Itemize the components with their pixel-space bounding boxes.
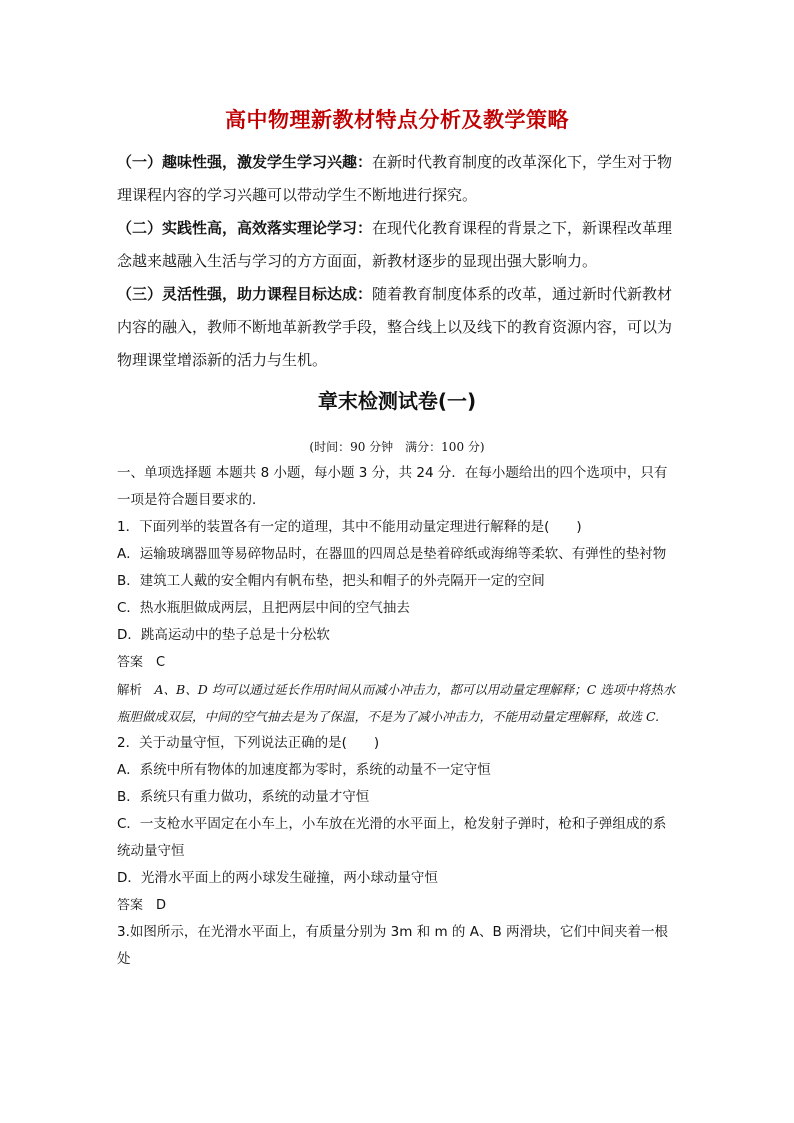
q1-answer: 答案 C (117, 655, 166, 670)
q3-stem: 3.如图所示，在光滑水平面上，有质量分别为 3m 和 m 的 A、B 两滑块，它们中间夹着一根处 (117, 924, 669, 967)
q2-option-b: B．系统只有重力做功，系统的动量才守恒 (117, 789, 370, 805)
q1-option-b: B．建筑工人戴的安全帽内有帆布垫，把头和帽子的外壳隔开一定的空间 (117, 573, 545, 589)
q2-stem: 2．关于动量守恒，下列说法正确的是( ) (117, 735, 380, 751)
intro-lead-2: （二）实践性高，高效落实理论学习： (117, 219, 373, 237)
intro-paragraph-2 (117, 212, 679, 278)
q1-explanation (117, 676, 679, 730)
intro-text-3: 随着教育制度体系的改革，通过新时代新教材内容的融入，教师不断地革新教学手段，整合线上以及线下的教育资源内容，可以为物理课堂增添新的活力与生机。 (117, 285, 673, 369)
q2-option-c: C．一支枪水平固定在小车上，小车放在光滑的水平面上，枪发射子弹时，枪和子弹组成的系统动量守恒 (117, 816, 667, 859)
intro-lead-1: （一）趣味性强，激发学生学习兴趣： (117, 153, 373, 171)
q1-explanation-text: A、B、D 均可以通过延长作用时间从而减小冲击力，都可以用动量定理解释；C 选项中将热水瓶胆做成双层，中间的空气抽去是为了保温，不是为了减小冲击力，不能用动量定理解释，故选 C. (117, 682, 676, 724)
exam-subtitle: (时间：90 分钟 满分：100 分) (309, 440, 485, 454)
intro-paragraph-3 (117, 278, 679, 377)
intro-lead-3: （三）灵活性强，助力课程目标达成： (117, 285, 373, 303)
section-header: 一、单项选择题 本题共 8 小题，每小题 3 分，共 24 分．在每小题给出的四个选项中，只有一项是符合题目要求的． (117, 465, 668, 508)
exam-body (117, 460, 679, 973)
intro-section (117, 146, 679, 377)
q1-option-a: A．运输玻璃器皿等易碎物品时，在器皿的四周总是垫着碎纸或海绵等柔软、有弹性的垫衬物 (117, 546, 667, 562)
page-title: 高中物理新教材特点分析及教学策略 (225, 108, 569, 132)
q1-option-d: D．跳高运动中的垫子总是十分松软 (117, 627, 330, 643)
q1-option-c: C．热水瓶胆做成两层，且把两层中间的空气抽去 (117, 600, 410, 616)
q1-explanation-lead: 解析 (117, 682, 143, 697)
q1-stem: 1．下面列举的装置各有一定的道理，其中不能用动量定理进行解释的是( ) (117, 519, 582, 535)
intro-text-1: 在新时代教育制度的改革深化下，学生对于物理课程内容的学习兴趣可以带动学生不断地进行探究。 (117, 153, 673, 204)
exam-title: 章末检测试卷(一) (317, 389, 477, 413)
q2-answer: 答案 D (117, 898, 167, 913)
intro-text-2: 在现代化教育课程的背景之下，新课程改革理念越来越融入生活与学习的方方面面，新教材逐步的显现出强大影响力。 (117, 219, 673, 270)
intro-paragraph-1 (117, 146, 679, 212)
q2-option-d: D．光滑水平面上的两小球发生碰撞，两小球动量守恒 (117, 870, 438, 886)
q2-option-a: A．系统中所有物体的加速度都为零时，系统的动量不一定守恒 (117, 762, 491, 778)
